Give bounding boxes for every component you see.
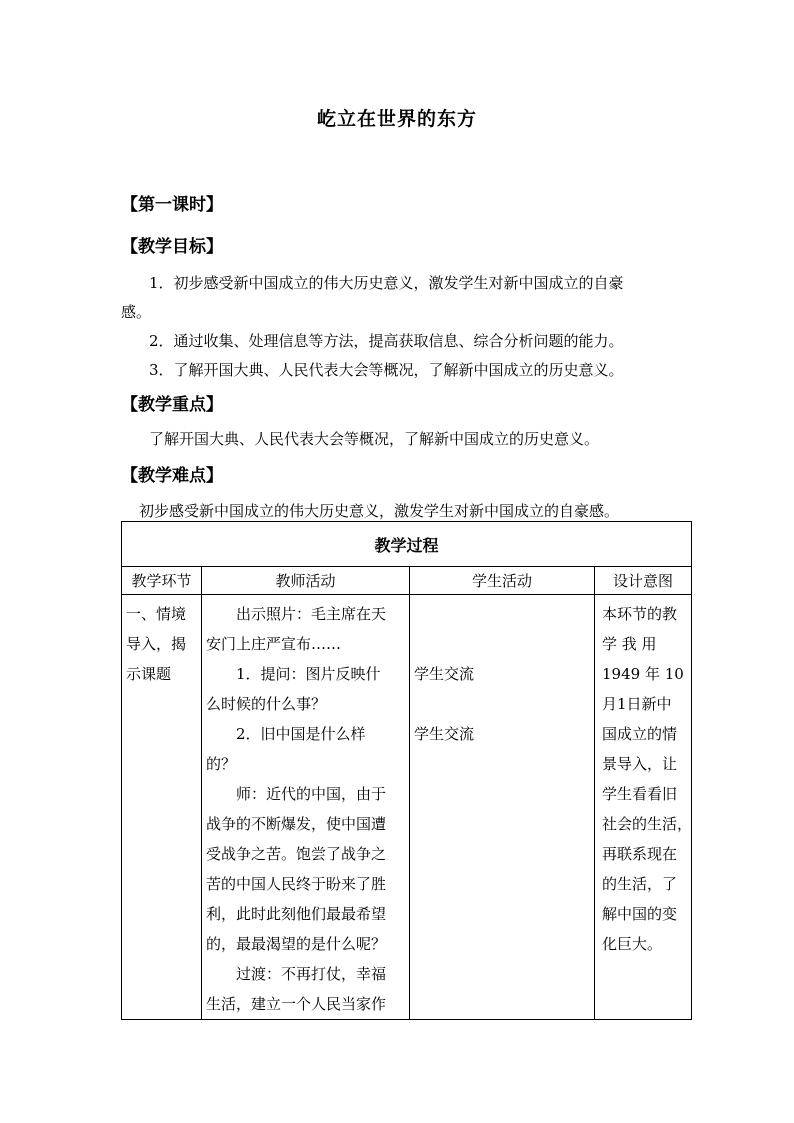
header-design-intent: 设计意图 (595, 567, 692, 595)
intent-line: 国成立的情 (602, 725, 678, 743)
teacher-line: 受战争之苦。饱尝了战争之 (206, 845, 387, 863)
intent-line: 月1日新中 (602, 695, 672, 713)
design-intent-cell (595, 595, 692, 1020)
teacher-line: 的？ (206, 755, 237, 773)
stage-cell (122, 595, 202, 1020)
difficulties-text: 初步感受新中国成立的伟大历史意义，激发学生对新中国成立的自豪感。 (139, 502, 620, 520)
key-points-text: 了解开国大典、人民代表大会等概况，了解新中国成立的历史意义。 (149, 430, 600, 448)
intent-line: 学 我 用 (602, 635, 657, 653)
teacher-line: 过渡：不再打仗，幸福 (236, 965, 387, 983)
intent-line: 学生看看旧 (602, 785, 678, 803)
objective-2: 2．通过收集、处理信息等方法，提高获取信息、综合分析问题的能力。 (149, 332, 624, 350)
stage-line: 一、情境 (126, 605, 187, 623)
stage-line: 导入，揭 (126, 635, 187, 653)
teacher-line: 利，此时此刻他们最最希望 (206, 905, 387, 923)
teacher-line: 苦的中国人民终于盼来了胜 (206, 875, 387, 893)
header-teacher-activity: 教师活动 (202, 567, 410, 595)
key-points-heading: 【教学重点】 (121, 395, 223, 415)
student-activity-1: 学生交流 (414, 665, 475, 683)
stage-line: 示课题 (126, 665, 172, 683)
intent-line: 再联系现在 (602, 845, 678, 863)
table-row (122, 595, 692, 1020)
document-title: 屹立在世界的东方 (316, 108, 477, 130)
teacher-line: 师：近代的中国，由于 (236, 785, 387, 803)
student-activity-cell (410, 595, 595, 1020)
objective-1-line-1: 1．初步感受新中国成立的伟大历史意义，激发学生对新中国成立的自豪 (149, 274, 624, 292)
table-header-row (122, 567, 692, 595)
intent-line: 社会的生活， (602, 815, 693, 833)
student-spacer (414, 689, 590, 719)
intent-line: 1949 年 10 (602, 665, 684, 683)
intent-line: 本环节的教 (602, 605, 678, 623)
teacher-line: 安门上庄严宣布…… (206, 635, 342, 653)
teacher-line: 出示照片：毛主席在天 (236, 605, 387, 623)
intent-line: 的生活，了 (602, 875, 678, 893)
intent-line: 化巨大。 (602, 935, 663, 953)
teacher-line: 么时候的什么事？ (206, 695, 327, 713)
student-activity-2: 学生交流 (414, 725, 475, 743)
objectives-heading: 【教学目标】 (121, 237, 223, 257)
lesson-heading: 【第一课时】 (121, 195, 223, 215)
intent-line: 景导入，让 (602, 755, 678, 773)
teacher-line: 1．提问：图片反映什 (236, 665, 381, 683)
teaching-process-table (121, 521, 692, 1020)
intent-line: 解中国的变 (602, 905, 678, 923)
objective-1-line-2: 感。 (121, 303, 152, 321)
student-spacer (414, 629, 590, 659)
difficulties-heading: 【教学难点】 (121, 466, 223, 486)
table-caption-row (122, 522, 692, 567)
header-student-activity: 学生活动 (410, 567, 595, 595)
objective-3: 3．了解开国大典、人民代表大会等概况，了解新中国成立的历史意义。 (149, 361, 624, 379)
table-caption: 教学过程 (122, 522, 692, 567)
teacher-activity-cell (202, 595, 410, 1020)
header-stage: 教学环节 (122, 567, 202, 595)
student-spacer (414, 599, 590, 629)
teacher-line: 的，最最渴望的是什么呢？ (206, 935, 387, 953)
teacher-line: 2．旧中国是什么样 (236, 725, 366, 743)
teacher-line: 战争的不断爆发，使中国遭 (206, 815, 387, 833)
teacher-line: 生活，建立一个人民当家作 (206, 995, 387, 1013)
